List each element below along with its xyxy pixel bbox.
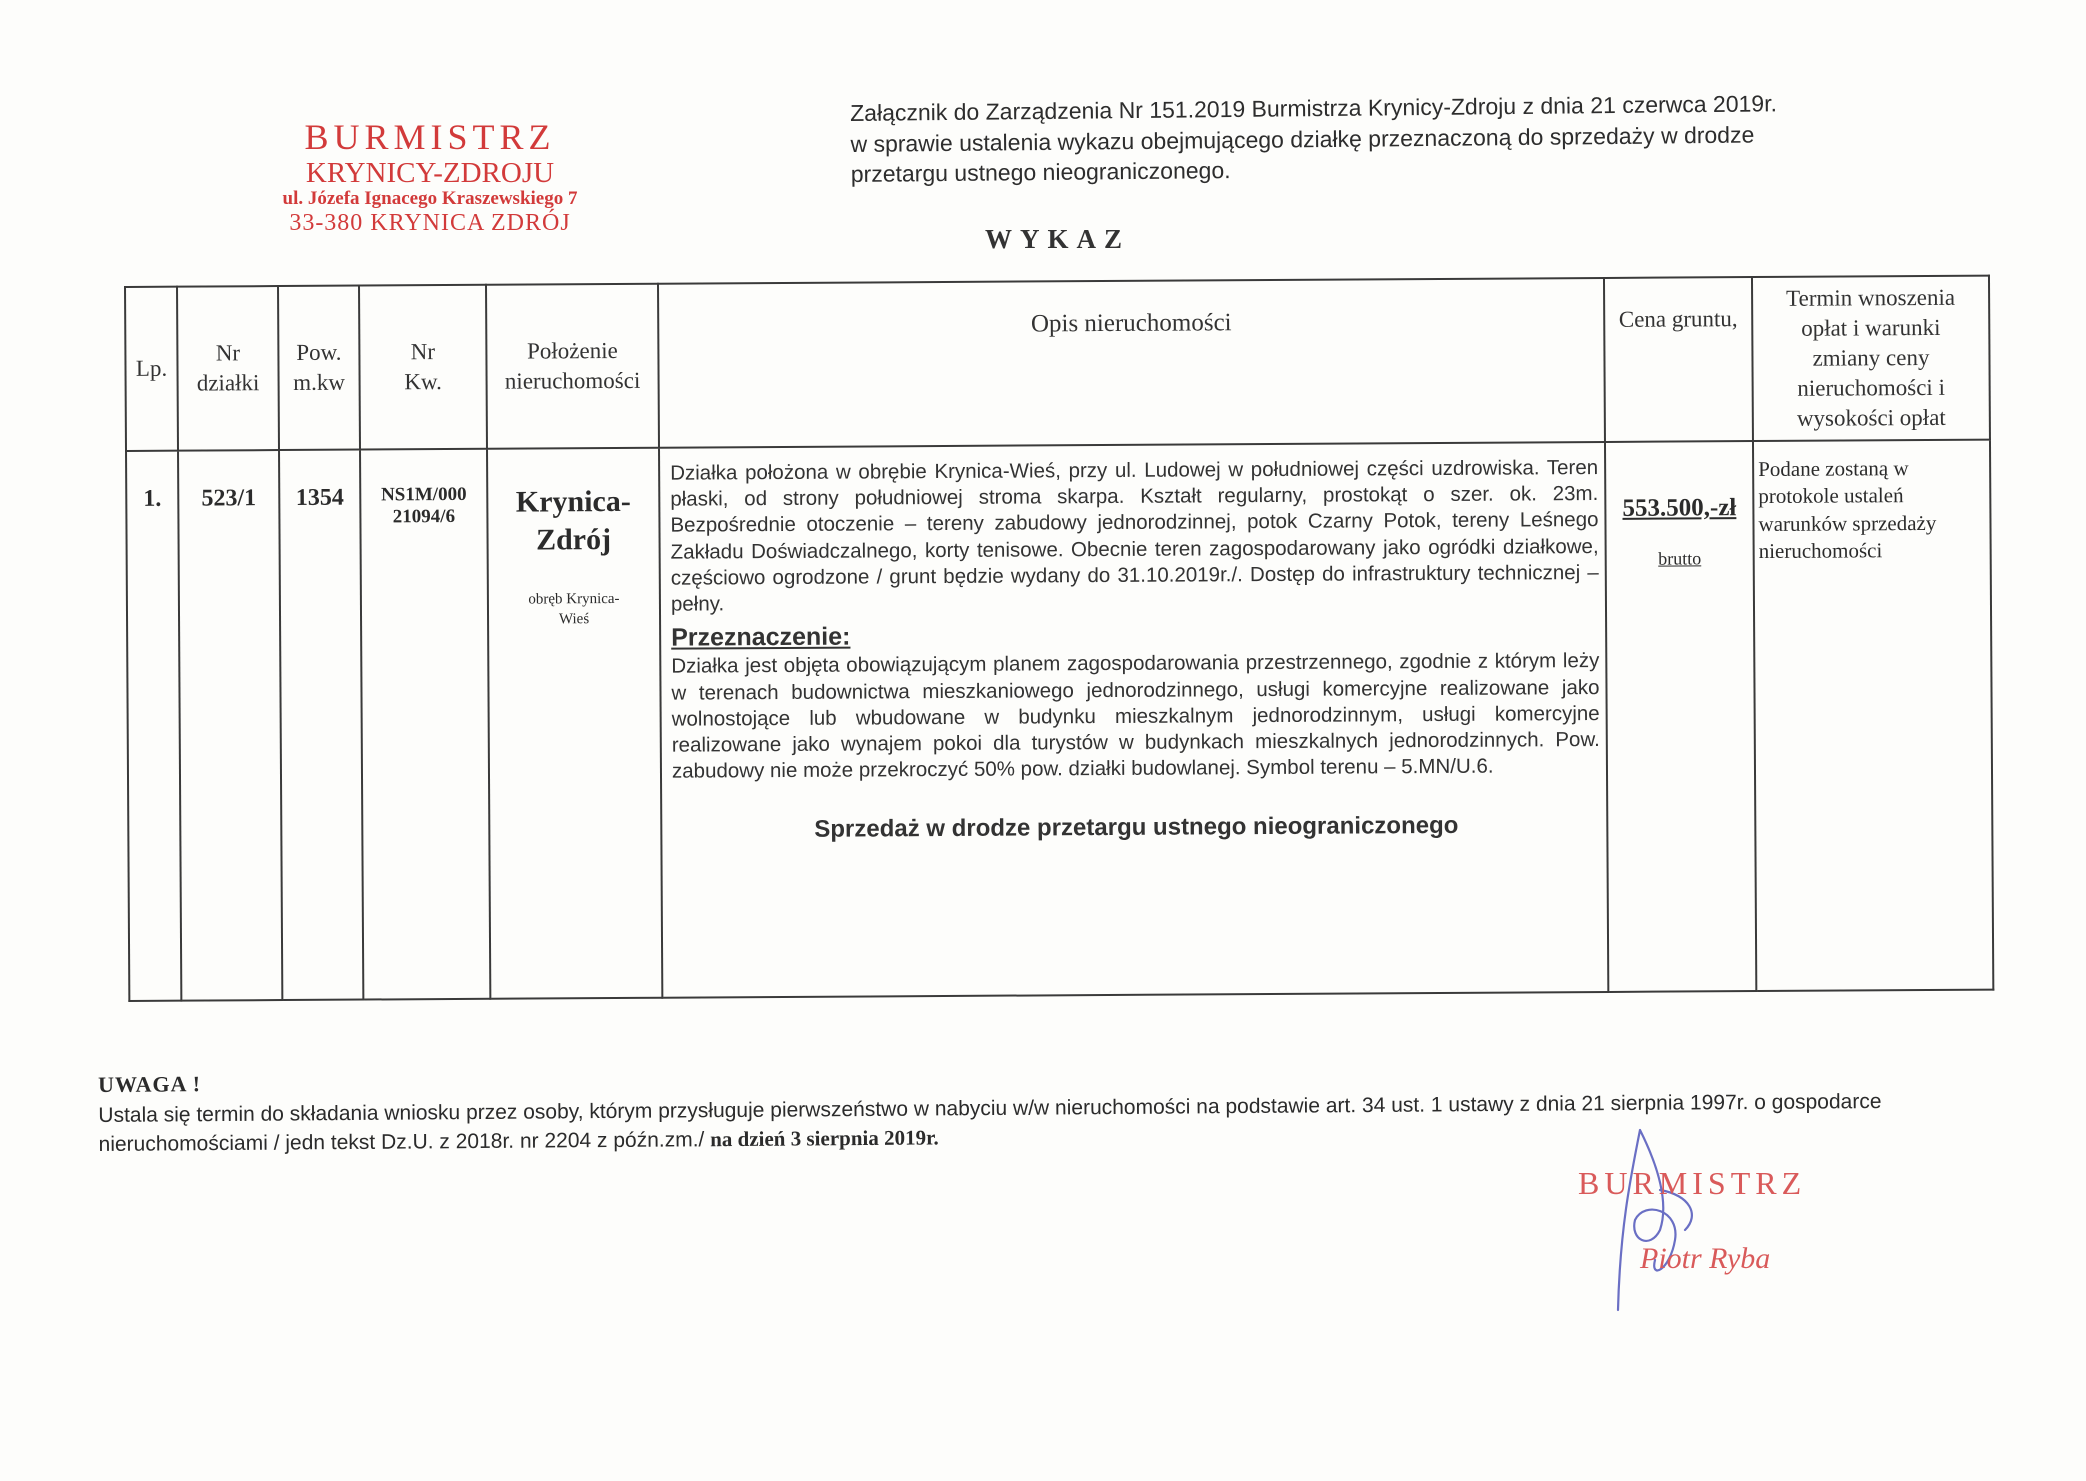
- header-nr-kw-line1: Nr: [410, 339, 436, 365]
- stamp-line-1: BURMISTRZ: [304, 117, 556, 157]
- header-opis-label: Opis nieruchomości: [1030, 309, 1232, 338]
- table-header-row: [125, 276, 1990, 451]
- header-pow-line1: Pow.: [296, 339, 342, 366]
- stamp-line-3: ul. Józefa Ignacego Kraszewskiego 7: [282, 188, 578, 210]
- stamp-line-4: 33-380 KRYNICA ZDRÓJ: [289, 210, 571, 237]
- header-opis: [658, 278, 1605, 448]
- notice-date: na dzień 3 sierpnia 2019r.: [710, 1125, 939, 1152]
- cell-price: [1605, 441, 1756, 992]
- property-table-grid: [124, 275, 1994, 1002]
- cell-nr-dzialki: 523/1: [178, 450, 282, 1001]
- header-lp-label: Lp.: [135, 355, 168, 381]
- cell-nr-kw-line1: NS1M/000: [380, 483, 467, 506]
- header-cena-label: Cena gruntu,: [1618, 306, 1738, 332]
- annex-line-3: przetargu ustnego nieograniczonego.: [850, 157, 1231, 188]
- price-value: 553.500,-zł: [1622, 494, 1737, 522]
- notice-body: Ustala się termin do składania wniosku przez osoby, którym przysługuje pierwszeństwo w nabyciu w/w nieruchomości na podstawie art. 34 ust. 1 ustawy z dnia 21 sierpnia 1997r. o gospodarce nieruchomościami / jedn tekst Dz.U. z 2018r. nr 2204 z późn.zm./: [98, 1089, 1882, 1157]
- property-description: Działka położona w obrębie Krynica-Wieś, przy ul. Ludowej w południowej części uzdrowiska. Teren płaski, od strony południowej stroma skarpa. Kształt regularny, prostokąt o szer. ok. 23m. Bezpośrednie otoczenie – tereny zabudowy jednorodzinnej, potok Czarny Potok, tereny Leśnego Zakładu Doświadczalnego, korty tenisowe. Obecnie teren zagospodarowany jako ogródki działkowe, częściowo ogrodzone / grunt będzie wydany do 31.10.2019r./. Dostęp do infrastruktury technicznej – pełny.: [670, 455, 1599, 616]
- header-termin: [1752, 276, 1990, 441]
- header-termin-line1: Termin wnoszenia: [1786, 285, 1956, 312]
- header-termin-line3: zmiany ceny: [1812, 345, 1930, 371]
- header-pow: [278, 286, 360, 450]
- header-polozenie: [486, 284, 659, 449]
- office-stamp: [230, 118, 630, 237]
- purpose-heading: Przeznaczenie:: [671, 622, 851, 653]
- header-pow-line2: m.kw: [293, 369, 346, 395]
- header-termin-line2: opłat i warunki: [1801, 315, 1941, 341]
- cell-pow: 1354: [279, 450, 363, 1000]
- header-termin-line4: nieruchomości i: [1797, 374, 1945, 401]
- signature-scribble-icon: [1600, 1120, 1720, 1320]
- cell-nr-kw: [360, 449, 490, 1000]
- document-title: WYKAZ: [985, 224, 1131, 254]
- annex-line-1: Załącznik do Zarządzenia Nr 151.2019 Burmistrza Krynicy-Zdroju z dnia 21 czerwca 2019r.: [850, 90, 1778, 126]
- sale-mode: Sprzedaż w drodze przetargu ustnego nieograniczonego: [814, 811, 1459, 843]
- location-town-line1: Krynica-: [515, 484, 631, 519]
- location-area-line2: Wieś: [558, 610, 590, 627]
- cell-terms: Podane zostaną w protokole ustaleń warunków sprzedaży nieruchomości: [1753, 440, 1993, 991]
- price-note: brutto: [1658, 548, 1702, 569]
- header-polozenie-line2: nieruchomości: [504, 367, 641, 394]
- header-lp: [125, 287, 178, 451]
- property-table: [124, 275, 1992, 1002]
- cell-location: [487, 448, 662, 999]
- cell-description: [659, 442, 1608, 998]
- purpose-text: Działka jest objęta obowiązującym planem zagospodarowania przestrzennego, zgodnie z którym leży w terenach budownictwa mieszkaniowego jednorodzinnego, usługi komercyjne realizowane jako wolnostojące lub wbudowane w budynku mieszkalnym jednorodzinnym, usługi komercyjne realizowane jako wynajem pokoi dla turystów w budynkach mieszkalnych jednorodzinnych. Pow. zabudowy nie może przekroczyć 50% pow. działki budowlanej. Symbol terenu – 5.MN/U.6.: [671, 649, 1600, 784]
- table-row: [126, 440, 1993, 1001]
- header-cena: [1604, 277, 1753, 442]
- signature-title: BURMISTRZ: [1578, 1165, 1807, 1201]
- header-nr-kw: [359, 285, 487, 450]
- location-area: [490, 590, 658, 630]
- location-area-line1: obręb Krynica-: [528, 590, 620, 608]
- annex-line-2: w sprawie ustalenia wykazu obejmującego działkę przeznaczoną do sprzedaży w drodze: [850, 121, 1755, 157]
- header-termin-line5: wysokości opłat: [1796, 404, 1946, 431]
- notice-title: UWAGA !: [98, 1071, 202, 1097]
- header-nr-kw-line2: Kw.: [404, 369, 442, 395]
- cell-lp: 1.: [126, 451, 181, 1001]
- location-town-line2: Zdrój: [535, 522, 612, 556]
- header-nr-dzialki-line1: Nr: [215, 340, 241, 366]
- header-polozenie-line1: Położenie: [526, 338, 618, 364]
- header-nr-dzialki-line2: działki: [196, 370, 260, 396]
- cell-nr-kw-line2: 21094/6: [392, 505, 456, 528]
- header-nr-dzialki: [177, 286, 279, 451]
- annex-header: [850, 86, 1991, 190]
- signature-name: Piotr Ryba: [1640, 1242, 1771, 1275]
- stamp-line-2: KRYNICY-ZDROJU: [305, 156, 555, 189]
